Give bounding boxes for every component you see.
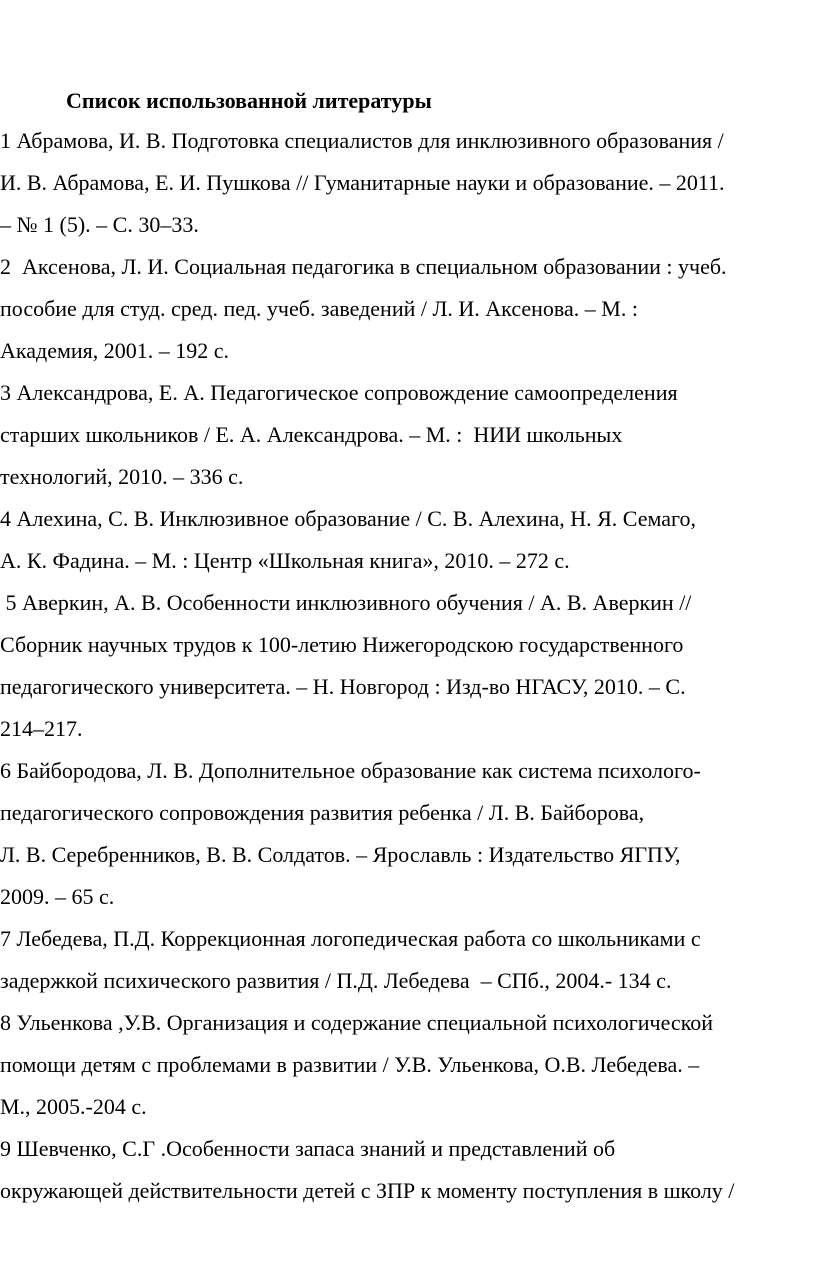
page-title: Список использованной литературы xyxy=(66,88,432,113)
text-line: 9 Шевченко, С.Г .Особенности запаса знаний и представлений об xyxy=(0,1136,616,1161)
text-line: помощи детям с проблемами в развитии / У.В. Ульенкова, О.В. Лебедева. – xyxy=(0,1052,700,1077)
text-line: 6 Байбородова, Л. В. Дополнительное образование как система психолого- xyxy=(0,758,701,783)
text-line: технологий, 2010. – 336 с. xyxy=(0,464,244,489)
text-line: педагогического сопровождения развития ребенка / Л. В. Байборова, xyxy=(0,800,645,825)
text-line: Академия, 2001. – 192 с. xyxy=(0,338,230,363)
text-line: задержкой психического развития / П.Д. Лебедева – СПб., 2004.- 134 с. xyxy=(0,968,672,993)
text-line: А. К. Фадина. – М. : Центр «Школьная книга», 2010. – 272 с. xyxy=(0,548,570,573)
text-line: 2 Аксенова, Л. И. Социальная педагогика в специальном образовании : учеб. xyxy=(0,254,727,279)
text-line: 8 Ульенкова ,У.В. Организация и содержание специальной психологической xyxy=(0,1010,714,1035)
text-line: 1 Абрамова, И. В. Подготовка специалистов для инклюзивного образования / xyxy=(0,128,724,153)
text-line: – № 1 (5). – С. 30–33. xyxy=(0,212,199,237)
text-line: Л. В. Серебренников, В. В. Солдатов. – Ярославль : Издательство ЯГПУ, xyxy=(0,842,681,867)
text-line: педагогического университета. – Н. Новгород : Изд-во НГАСУ, 2010. – С. xyxy=(0,674,686,699)
text-line: старших школьников / Е. А. Александрова. – М. : НИИ школьных xyxy=(0,422,623,447)
text-line: 5 Аверкин, А. В. Особенности инклюзивного обучения / А. В. Аверкин // xyxy=(0,590,692,615)
text-line: 2009. – 65 с. xyxy=(0,884,115,909)
text-line: И. В. Абрамова, Е. И. Пушкова // Гуманитарные науки и образование. – 2011. xyxy=(0,170,725,195)
text-line: 7 Лебедева, П.Д. Коррекционная логопедическая работа со школьниками с xyxy=(0,926,701,951)
text-line: Сборник научных трудов к 100-летию Нижегородскою государственного xyxy=(0,632,684,657)
text-line: 3 Александрова, Е. А. Педагогическое сопровождение самоопределения xyxy=(0,380,678,405)
text-line: окружающей действительности детей с ЗПР к моменту поступления в школу / xyxy=(0,1178,735,1203)
text-line: пособие для студ. сред. пед. учеб. заведений / Л. И. Аксенова. – М. : xyxy=(0,296,638,321)
text-line: М., 2005.-204 с. xyxy=(0,1094,147,1119)
text-line: 214–217. xyxy=(0,716,83,741)
text-line: 4 Алехина, С. В. Инклюзивное образование / С. В. Алехина, Н. Я. Семаго, xyxy=(0,506,697,531)
